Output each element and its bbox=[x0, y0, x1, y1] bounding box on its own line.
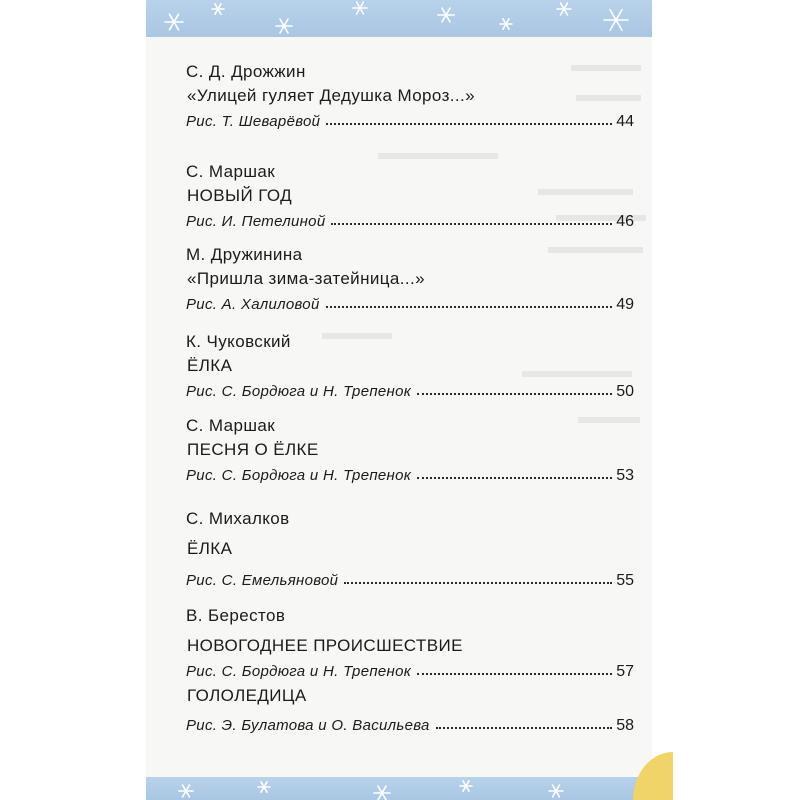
entry-page-number: 55 bbox=[616, 572, 634, 589]
snowflake-icon bbox=[549, 785, 563, 797]
entry-illustrator: Рис. И. Петелиной bbox=[186, 213, 326, 230]
entry-title: ЁЛКА bbox=[187, 356, 233, 375]
dot-leader bbox=[436, 727, 612, 729]
entry-illustrator: Рис. С. Бордюга и Н. Трепенок bbox=[186, 383, 412, 400]
entry-title: НОВОГОДНЕЕ ПРОИСШЕСТВИЕ bbox=[187, 636, 463, 655]
dot-leader bbox=[417, 393, 612, 395]
entry-page-number: 53 bbox=[616, 467, 634, 484]
entry-credit-line bbox=[186, 716, 634, 738]
entry-illustrator: Рис. Э. Булатова и О. Васильева bbox=[186, 717, 430, 734]
entry-illustrator: Рис. С. Бордюга и Н. Трепенок bbox=[186, 467, 412, 484]
entry-credit-line bbox=[186, 571, 634, 593]
toc-entry bbox=[186, 606, 634, 684]
snowflake-icon bbox=[460, 781, 472, 791]
entry-page-number: 57 bbox=[616, 663, 634, 680]
entry-credit-line bbox=[186, 212, 634, 234]
entry-title: «Улицей гуляет Дедушка Мороз...» bbox=[187, 86, 475, 105]
toc-entry bbox=[186, 162, 634, 234]
snowflake-icon bbox=[276, 19, 292, 33]
dot-leader bbox=[326, 306, 613, 308]
entry-author: К. Чуковский bbox=[186, 332, 291, 351]
snowflake-icon bbox=[557, 3, 571, 15]
toc-entry bbox=[186, 245, 634, 317]
dot-leader bbox=[417, 673, 612, 675]
toc-entry bbox=[186, 509, 634, 593]
entry-author: М. Дружинина bbox=[186, 245, 303, 264]
top-snowflakes bbox=[146, 0, 652, 37]
top-snow-border bbox=[146, 0, 652, 37]
entry-credit-line bbox=[186, 662, 634, 684]
entry-title: ГОЛОЛЕДИЦА bbox=[187, 686, 307, 705]
snowflake-icon bbox=[212, 4, 224, 14]
entry-author: С. Михалков bbox=[186, 509, 290, 528]
snowflake-icon bbox=[500, 19, 512, 29]
entry-credit-line bbox=[186, 466, 634, 488]
dot-leader bbox=[331, 223, 612, 225]
book-page bbox=[146, 0, 652, 800]
snowflake-icon bbox=[438, 8, 454, 22]
entry-credit-line bbox=[186, 112, 634, 134]
toc-entry bbox=[186, 686, 634, 738]
entry-illustrator: Рис. Т. Шеварёвой bbox=[186, 113, 321, 130]
dot-leader bbox=[326, 123, 612, 125]
snowflake-icon bbox=[604, 10, 628, 31]
entry-title: «Пришла зима-затейница...» bbox=[187, 269, 425, 288]
entry-page-number: 44 bbox=[616, 113, 634, 130]
entry-author: С. Маршак bbox=[186, 416, 276, 435]
dot-leader bbox=[344, 582, 612, 584]
entry-author: С. Маршак bbox=[186, 162, 276, 181]
entry-title: ЁЛКА bbox=[187, 539, 233, 558]
entry-author: В. Берестов bbox=[186, 606, 286, 625]
snowflake-icon bbox=[353, 2, 367, 14]
dot-leader bbox=[417, 477, 612, 479]
entry-title: НОВЫЙ ГОД bbox=[187, 186, 293, 205]
bottom-snow-border bbox=[146, 777, 652, 800]
entry-page-number: 58 bbox=[616, 717, 634, 734]
entry-credit-line bbox=[186, 295, 634, 317]
entry-author: С. Д. Дрожжин bbox=[186, 62, 306, 81]
snowflake-icon bbox=[165, 14, 183, 30]
entry-page-number: 50 bbox=[616, 383, 634, 400]
entry-illustrator: Рис. А. Халиловой bbox=[186, 296, 320, 313]
snowflake-icon bbox=[374, 786, 390, 800]
entry-illustrator: Рис. С. Емельяновой bbox=[186, 572, 339, 589]
snowflake-icon bbox=[258, 782, 270, 792]
entry-page-number: 46 bbox=[616, 213, 634, 230]
toc-entry bbox=[186, 416, 634, 488]
entry-page-number: 49 bbox=[616, 296, 634, 313]
bottom-snowflakes bbox=[146, 777, 652, 800]
entry-title: ПЕСНЯ О ЁЛКЕ bbox=[187, 440, 319, 459]
entry-credit-line bbox=[186, 382, 634, 404]
toc-entry bbox=[186, 62, 634, 134]
snowflake-icon bbox=[179, 785, 193, 797]
toc-entry bbox=[186, 332, 634, 404]
entry-illustrator: Рис. С. Бордюга и Н. Трепенок bbox=[186, 663, 412, 680]
